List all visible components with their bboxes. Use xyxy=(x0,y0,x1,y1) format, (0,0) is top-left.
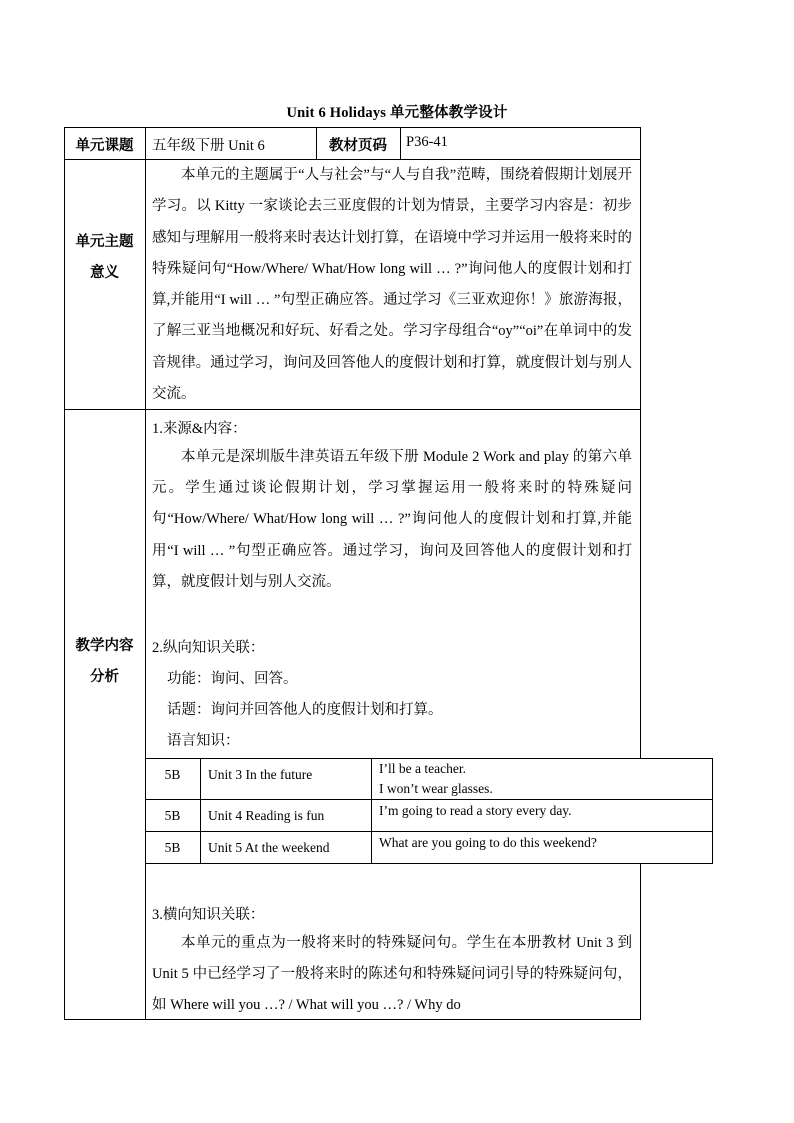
subtable-line xyxy=(145,863,713,864)
unit-theme-label-1: 单元主题 xyxy=(75,234,134,250)
textbook-page-value: P36-41 xyxy=(406,134,448,150)
sentence-cell: I’ll be a teacher. xyxy=(379,761,466,776)
unit-cell: Unit 5 At the weekend xyxy=(208,840,330,855)
language-knowledge-line: 语言知识： xyxy=(167,733,240,749)
topic-line: 话题：询问并回答他人的度假计划和打算。 xyxy=(167,702,443,718)
section3-heading: 3.横向知识关联： xyxy=(152,907,265,923)
content-analysis-label-2: 分析 xyxy=(90,669,119,685)
document-title: Unit 6 Holidays 单元整体教学设计 xyxy=(286,105,508,121)
unit-cell: Unit 3 In the future xyxy=(208,767,313,782)
grade-cell: 5B xyxy=(164,840,181,855)
subtable-line xyxy=(145,831,713,832)
subtable-line xyxy=(200,758,201,864)
function-line: 功能：询问、回答。 xyxy=(167,671,298,687)
sentence-cell: I’m going to read a story every day. xyxy=(379,803,572,818)
row1-divider-b xyxy=(400,127,401,159)
unit-topic-value: 五年级下册 Unit 6 xyxy=(152,138,265,154)
unit-cell: Unit 4 Reading is fun xyxy=(208,808,325,823)
unit-topic-label: 单元课题 xyxy=(75,138,134,154)
content-analysis-label-1: 教学内容 xyxy=(75,638,134,654)
label-column-divider xyxy=(145,127,146,1020)
subtable-line xyxy=(712,758,713,864)
table-border-right-lower xyxy=(640,864,641,1020)
grade-cell: 5B xyxy=(164,767,181,782)
section1-body: 本单元是深圳版牛津英语五年级下册 Module 2 Work and play 的第六单元。学生通过谈论假期计划，学习掌握运用一般将来时的特殊疑问句“How/Where/ What/How long will … ?”询问他人的度假计划和打算,并能用“I will … ”句型正确应答。通过学习，询问及回答他人的度假计划和打算，就度假计划与别人交流。 xyxy=(152,449,632,590)
subtable-line xyxy=(371,758,372,864)
unit-theme-body: 本单元的主题属于“人与社会”与“人与自我”范畴，围绕着假期计划展开学习。以 Kitty 一家谈论去三亚度假的计划为情景，主要学习内容是：初步感知与理解用一般将来时表达计划打算，在语境中学习并运用一般将来时的特殊疑问句“How/Where/ What/How long will … ?”询问他人的度假计划和打算,并能用“I will … ”句型正确应答。通过学习《三亚欢迎你！》旅游海报，了解三亚当地概况和好玩、好看之处。学习字母组合“oy”“oi”在单词中的发音规律。通过学习，询问及回答他人的度假计划和打算，就度假计划与别人交流。 xyxy=(152,167,632,403)
textbook-page-label: 教材页码 xyxy=(329,138,387,154)
sentence-cell: What are you going to do this weekend? xyxy=(379,835,597,850)
unit-theme-label-2: 意义 xyxy=(90,265,119,281)
table-border-right xyxy=(640,127,641,758)
subtable-line xyxy=(145,758,713,759)
section2-heading: 2.纵向知识关联： xyxy=(152,640,265,656)
table-border-top xyxy=(64,127,641,128)
section3-body: 本单元的重点为一般将来时的特殊疑问句。学生在本册教材 Unit 3 到 Unit 5 中已经学习了一般将来时的陈述句和特殊疑问词引导的特殊疑问句， 如 Where will you …? / What will you …? / Why do xyxy=(152,935,632,1014)
sentence-cell: I won’t wear glasses. xyxy=(379,781,493,796)
grade-cell: 5B xyxy=(164,808,181,823)
section1-heading: 1.来源&内容： xyxy=(152,421,247,437)
subtable-line xyxy=(145,799,713,800)
language-knowledge-table xyxy=(145,758,713,864)
